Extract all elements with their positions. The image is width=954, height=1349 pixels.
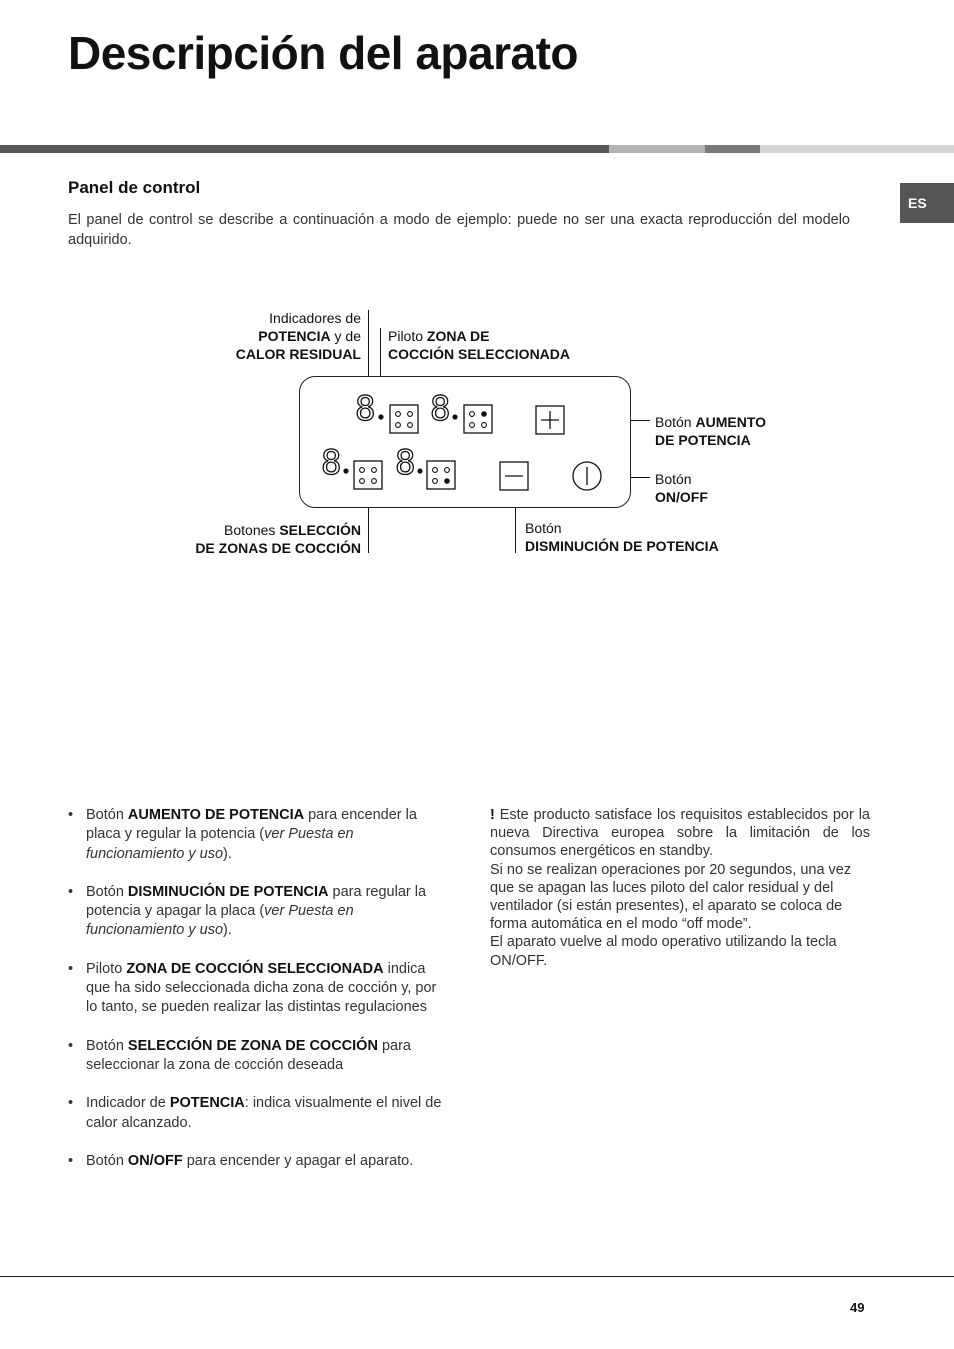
intro-paragraph: El panel de control se describe a continuación a modo de ejemplo: puede no ser una exacta reproducción del modelo adquirido. bbox=[68, 212, 850, 248]
label-increase-button: Botón AUMENTO DE POTENCIA bbox=[655, 414, 767, 448]
feature-list bbox=[68, 806, 448, 1190]
list-item: • Botón DISMINUCIÓN DE POTENCIA para regular la potencia y apagar la placa (ver Puesta en funcionamiento y uso). bbox=[68, 883, 448, 941]
residual-heat-dot-2 bbox=[452, 414, 457, 419]
label-zone-select-buttons: Botones SELECCIÓN DE ZONAS DE COCCIÓN bbox=[195, 522, 361, 556]
list-item: • Botón SELECCIÓN DE ZONA DE COCCIÓN para seleccionar la zona de cocción deseada bbox=[68, 1037, 448, 1076]
header-band-mid2 bbox=[705, 145, 760, 153]
power-digit-4: 8 bbox=[395, 443, 416, 483]
label-selected-zone-pilot: Piloto ZONA DE COCCIÓN SELECCIONADA bbox=[388, 328, 571, 362]
zone-select-button-1[interactable] bbox=[390, 405, 418, 433]
decrease-power-button[interactable] bbox=[500, 462, 528, 490]
leader-line-indicators bbox=[368, 310, 369, 385]
control-panel-graphics bbox=[299, 376, 631, 508]
list-item: • Indicador de POTENCIA: indica visualmente el nivel de calor alcanzado. bbox=[68, 1094, 448, 1133]
header-band-light bbox=[760, 145, 954, 153]
zone-select-button-3[interactable] bbox=[354, 461, 382, 489]
list-item: • Botón ON/OFF para encender y apagar el aparato. bbox=[68, 1152, 448, 1171]
language-tab: ES bbox=[900, 183, 954, 223]
list-item: • Piloto ZONA DE COCCIÓN SELECCIONADA indica que ha sido seleccionada dicha zona de cocción y, por lo tanto, se pueden realizar las distintas regulaciones bbox=[68, 960, 448, 1018]
residual-heat-dot-3 bbox=[343, 468, 348, 473]
residual-heat-dot-1 bbox=[378, 414, 383, 419]
zone-select-button-2[interactable] bbox=[464, 405, 492, 433]
power-digit-2: 8 bbox=[430, 389, 451, 429]
label-decrease-button: Botón DISMINUCIÓN DE POTENCIA bbox=[525, 520, 719, 554]
label-power-indicators: Indicadores de POTENCIA y de CALOR RESIDUAL bbox=[235, 310, 361, 362]
zone-select-button-4[interactable] bbox=[427, 461, 455, 489]
header-band-dark bbox=[0, 145, 609, 153]
section-heading: Panel de control bbox=[68, 178, 201, 197]
residual-heat-dot-4 bbox=[417, 468, 422, 473]
increase-power-button[interactable] bbox=[536, 406, 564, 434]
page-number: 49 bbox=[850, 1300, 865, 1315]
power-digit-1: 8 bbox=[355, 389, 376, 429]
page-title: Descripción del aparato bbox=[68, 27, 578, 79]
warning-mark: ! bbox=[490, 807, 495, 823]
header-band-mid bbox=[609, 145, 705, 153]
standby-note: ! Este producto satisface los requisitos establecidos por la nueva Directiva europea sobre la limitación de los consumos energéticos en standby. Si no se realizan operaciones por 20 segundos, una vez que se apagan las luces piloto del calor residual y del ventilador (si están presentes), el aparato se coloca de forma automática en el modo “off mode”. El aparato vuelve al modo operativo utilizando la tecla ON/OFF. bbox=[490, 807, 870, 969]
list-item: • Botón AUMENTO DE POTENCIA para encender la placa y regular la potencia (ver Puesta en funcionamiento y uso). bbox=[68, 806, 448, 864]
footer-rule bbox=[0, 1276, 954, 1277]
onoff-button[interactable] bbox=[573, 462, 601, 490]
label-onoff-button: Botón ON/OFF bbox=[655, 471, 708, 505]
power-digit-3: 8 bbox=[321, 443, 342, 483]
